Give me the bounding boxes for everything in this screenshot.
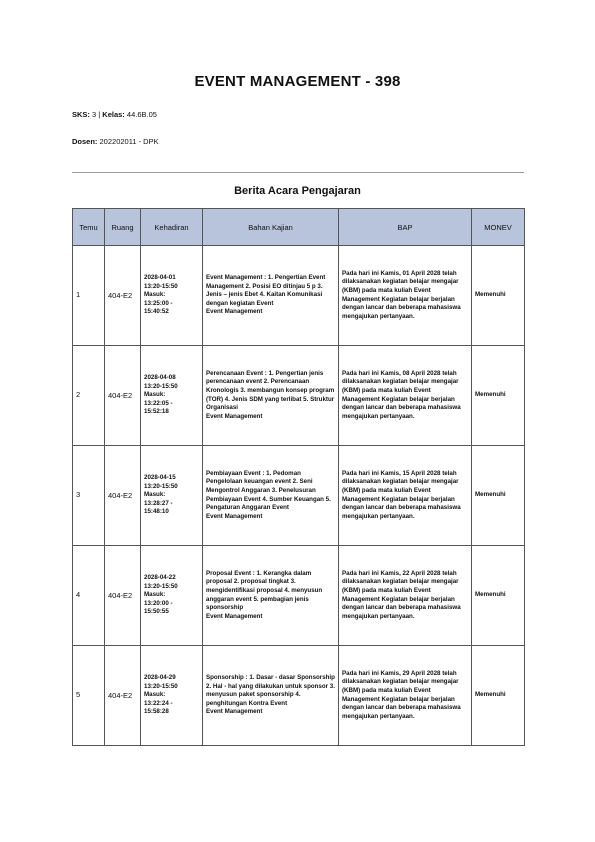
masuk-label: Masuk: xyxy=(144,691,166,699)
course-name: Event Management xyxy=(206,512,263,520)
lecturer-info xyxy=(72,137,159,146)
temu-cell: 4 xyxy=(73,546,105,646)
date: 2028-04-29 xyxy=(144,674,176,682)
table-row xyxy=(73,346,525,446)
monev-cell: Memenuhi xyxy=(472,246,525,346)
kehadiran-cell xyxy=(141,646,203,746)
kehadiran-cell xyxy=(141,346,203,446)
header-bahan-kajian: Bahan Kajian xyxy=(203,209,339,246)
kelas-value: 44.6B.05 xyxy=(124,110,157,119)
header-temu: Temu xyxy=(73,209,105,246)
course-name: Event Management xyxy=(206,308,263,316)
bahan-kajian-cell xyxy=(203,646,339,746)
teaching-record-table xyxy=(72,208,525,746)
time-in: 13:28:27 - xyxy=(144,499,173,507)
bahan-kajian-cell xyxy=(203,546,339,646)
date: 2028-04-22 xyxy=(144,574,176,582)
time-in: 13:22:24 - xyxy=(144,699,173,707)
table-header-row xyxy=(73,209,525,246)
schedule: 13:20-15:50 xyxy=(144,382,178,390)
course-name: Event Management xyxy=(206,708,263,716)
topic-text: Perencanaan Event : 1. Pengertian jenis perencanaan event 2. Perencanaan Kronologis 3. membangun konsep program (TOR) 4. Jenis SDM yang terlibat 5. Struktur Organisasi xyxy=(206,369,335,412)
temu-cell: 3 xyxy=(73,446,105,546)
temu-cell: 1 xyxy=(73,246,105,346)
bap-cell: Pada hari ini Kamis, 22 April 2028 telah dilaksanakan kegiatan belajar mengajar (KBM) pada mata kuliah Event Management Kegiatan belajar berjalan dengan lancar dan beberapa mahasiswa mengajukan pertanyaan. xyxy=(339,546,472,646)
monev-cell: Memenuhi xyxy=(472,446,525,546)
header-ruang: Ruang xyxy=(105,209,141,246)
masuk-label: Masuk: xyxy=(144,591,166,599)
bahan-kajian-cell xyxy=(203,246,339,346)
date: 2028-04-15 xyxy=(144,474,176,482)
ruang-cell: 404-E2 xyxy=(105,446,141,546)
ruang-cell: 404-E2 xyxy=(105,346,141,446)
schedule: 13:20-15:50 xyxy=(144,482,178,490)
header-bap: BAP xyxy=(339,209,472,246)
bahan-kajian-cell xyxy=(203,446,339,546)
time-out: 15:58:28 xyxy=(144,708,169,716)
bap-cell: Pada hari ini Kamis, 29 April 2028 telah dilaksanakan kegiatan belajar mengajar (KBM) pada mata kuliah Event Management Kegiatan belajar berjalan dengan lancar dan beberapa mahasiswa mengajukan pertanyaan. xyxy=(339,646,472,746)
header-kehadiran: Kehadiran xyxy=(141,209,203,246)
sks-label: SKS: xyxy=(72,110,90,119)
table-row xyxy=(73,546,525,646)
kehadiran-cell xyxy=(141,246,203,346)
bap-cell: Pada hari ini Kamis, 08 April 2028 telah dilaksanakan kegiatan belajar mengajar (KBM) pada mata kuliah Event Management Kegiatan belajar berjalan dengan lancar dan beberapa mahasiswa mengajukan pertanyaan. xyxy=(339,346,472,446)
date: 2028-04-08 xyxy=(144,374,176,382)
kehadiran-cell xyxy=(141,446,203,546)
monev-cell: Memenuhi xyxy=(472,346,525,446)
time-in: 13:20:00 - xyxy=(144,599,173,607)
dosen-label: Dosen: xyxy=(72,137,98,146)
kelas-label: Kelas: xyxy=(102,110,125,119)
time-out: 15:52:18 xyxy=(144,408,169,416)
table-row xyxy=(73,446,525,546)
time-in: 13:25:00 - xyxy=(144,299,173,307)
date: 2028-04-01 xyxy=(144,274,176,282)
ruang-cell: 404-E2 xyxy=(105,246,141,346)
bap-cell: Pada hari ini Kamis, 01 April 2028 telah dilaksanakan kegiatan belajar mengajar (KBM) pada mata kuliah Event Management Kegiatan belajar berjalan dengan lancar dan beberapa mahasiswa mengajukan pertanyaan. xyxy=(339,246,472,346)
table-row xyxy=(73,646,525,746)
table-row xyxy=(73,246,525,346)
topic-text: Pembiayaan Event : 1. Pedoman Pengelolaan keuangan event 2. Seni Mengontrol Anggaran 3. Penelusuran Pembiayaan Event 4. Sumber Keuangan 5. Pengaturan Anggaran Event xyxy=(206,469,331,512)
course-info xyxy=(72,110,157,119)
temu-cell: 5 xyxy=(73,646,105,746)
temu-cell: 2 xyxy=(73,346,105,446)
time-out: 15:48:10 xyxy=(144,508,169,516)
schedule: 13:20-15:50 xyxy=(144,582,178,590)
section-title: Berita Acara Pengajaran xyxy=(234,185,361,197)
course-name: Event Management xyxy=(206,412,263,420)
bahan-kajian-cell xyxy=(203,346,339,446)
topic-text: Event Management : 1. Pengertian Event Management 2. Posisi EO ditinjau 5 p 3. Jenis – jenis Ebet 4. Kaitan Komunikasi dengan kegiatan Event xyxy=(206,274,326,307)
bap-cell: Pada hari ini Kamis, 15 April 2028 telah dilaksanakan kegiatan belajar mengajar (KBM) pada mata kuliah Event Management Kegiatan belajar berjalan dengan lancar dan beberapa mahasiswa mengajukan pertanyaan. xyxy=(339,446,472,546)
monev-cell: Memenuhi xyxy=(472,646,525,746)
kehadiran-cell xyxy=(141,546,203,646)
masuk-label: Masuk: xyxy=(144,391,166,399)
masuk-label: Masuk: xyxy=(144,491,166,499)
header-monev: MONEV xyxy=(472,209,525,246)
ruang-cell: 404-E2 xyxy=(105,546,141,646)
masuk-label: Masuk: xyxy=(144,291,166,299)
monev-cell: Memenuhi xyxy=(472,546,525,646)
course-name: Event Management xyxy=(206,612,263,620)
schedule: 13:20-15:50 xyxy=(144,282,178,290)
time-in: 13:22:05 - xyxy=(144,399,173,407)
time-out: 15:50:55 xyxy=(144,608,169,616)
time-out: 15:40:52 xyxy=(144,308,169,316)
ruang-cell: 404-E2 xyxy=(105,646,141,746)
dosen-value: 202202011 - DPK xyxy=(97,137,159,146)
document-title: EVENT MANAGEMENT - 398 xyxy=(194,73,401,90)
topic-text: Proposal Event : 1. Kerangka dalam proposal 2. proposal tingkat 3. mengidentifikasi proposal 4. menyusun anggaran event 5. pembagian jenis sponsorship xyxy=(206,569,323,612)
schedule: 13:20-15:50 xyxy=(144,682,178,690)
topic-text: Sponsorship : 1. Dasar - dasar Sponsorship 2. Hal - hal yang dilakukan untuk sponsor 3. menyusun paket sponsorship 4. penghitungan Kontra Event xyxy=(206,674,335,707)
sks-value: 3 | xyxy=(89,110,103,119)
divider xyxy=(72,172,524,173)
